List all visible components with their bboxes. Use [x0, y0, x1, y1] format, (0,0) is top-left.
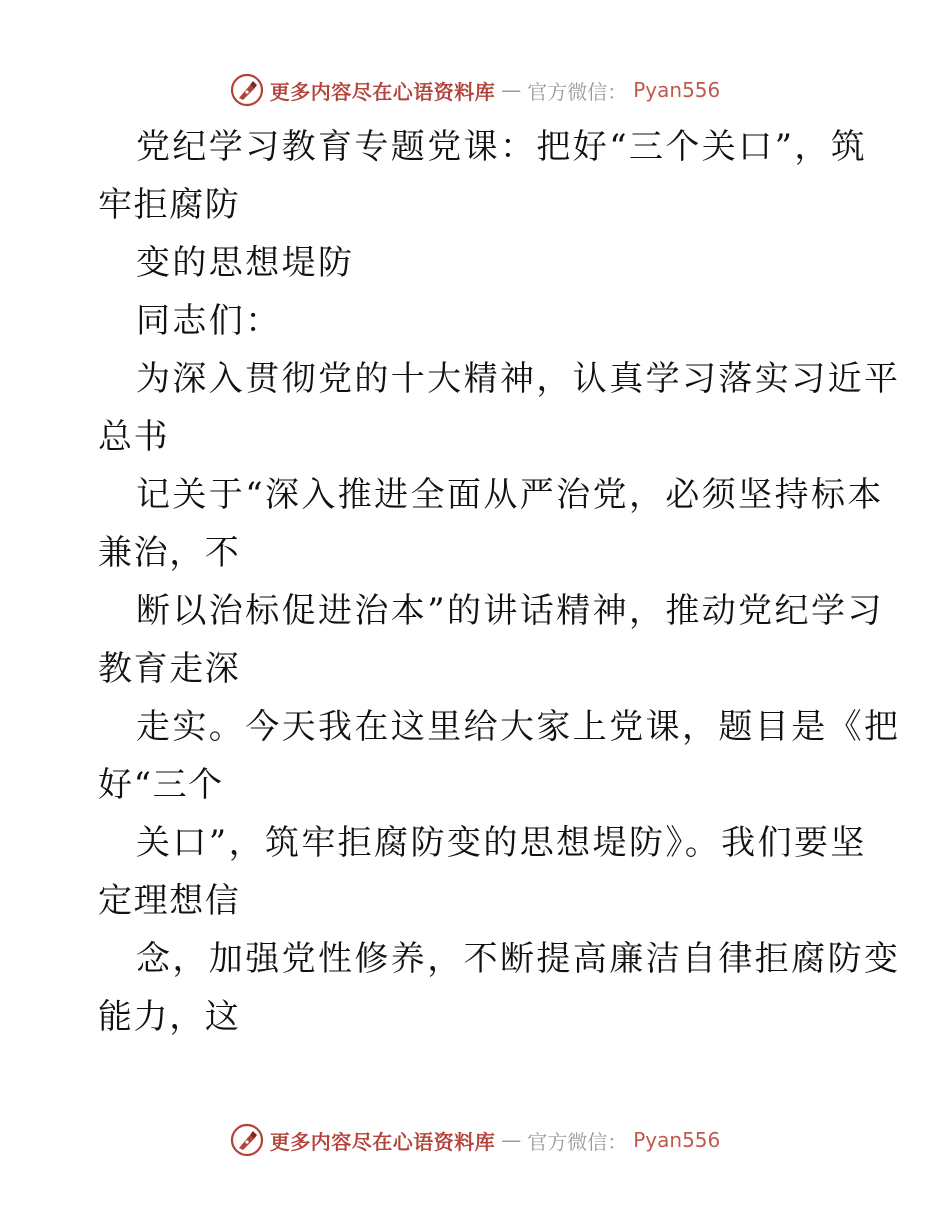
pen-nib-logo-icon [230, 73, 264, 107]
paragraph-line: 为深入贯彻党的十大精神，认真学习落实习近平 [136, 359, 901, 399]
paragraph-line: 教育走深 [98, 649, 241, 689]
title-line-2: 牢拒腐防 [98, 185, 241, 225]
paragraph-line: 定理想信 [98, 881, 241, 921]
watermark-site-text: 更多内容尽在心语资料库 [269, 1129, 496, 1154]
paragraph-line: 能力，这 [98, 997, 241, 1037]
watermark-dash: — [501, 78, 522, 102]
watermark-site-text: 更多内容尽在心语资料库 [269, 79, 496, 104]
title-line-1: 党纪学习教育专题党课：把好“三个关口”，筑 [136, 127, 868, 167]
paragraph-line: 念，加强党性修养，不断提高廉洁自律拒腐防变 [136, 939, 901, 979]
watermark-label: 官方微信： [527, 1129, 628, 1154]
paragraph-line: 关口”，筑牢拒腐防变的思想堤防》。我们要坚 [136, 823, 867, 863]
header-watermark [0, 72, 950, 108]
paragraph-line: 兼治，不 [98, 533, 241, 573]
pen-nib-logo-icon [230, 1123, 264, 1157]
document-body [98, 118, 901, 1046]
paragraph-line: 断以治标促进治本”的讲话精神，推动党纪学习 [136, 591, 884, 631]
paragraph-line: 记关于“深入推进全面从严治党，必须坚持标本 [136, 475, 884, 515]
watermark-label: 官方微信： [527, 79, 628, 104]
paragraph-line: 走实。今天我在这里给大家上党课，题目是《把 [136, 707, 901, 747]
paragraph-line: 好“三个 [98, 765, 224, 805]
watermark-dash: — [501, 1128, 522, 1152]
watermark-account: Pyan556 [633, 1128, 721, 1152]
salutation-line: 同志们： [136, 301, 282, 341]
title-line-3: 变的思想堤防 [136, 243, 355, 283]
watermark-account: Pyan556 [633, 78, 721, 102]
footer-watermark [0, 1122, 950, 1158]
paragraph-line: 总书 [98, 417, 170, 457]
